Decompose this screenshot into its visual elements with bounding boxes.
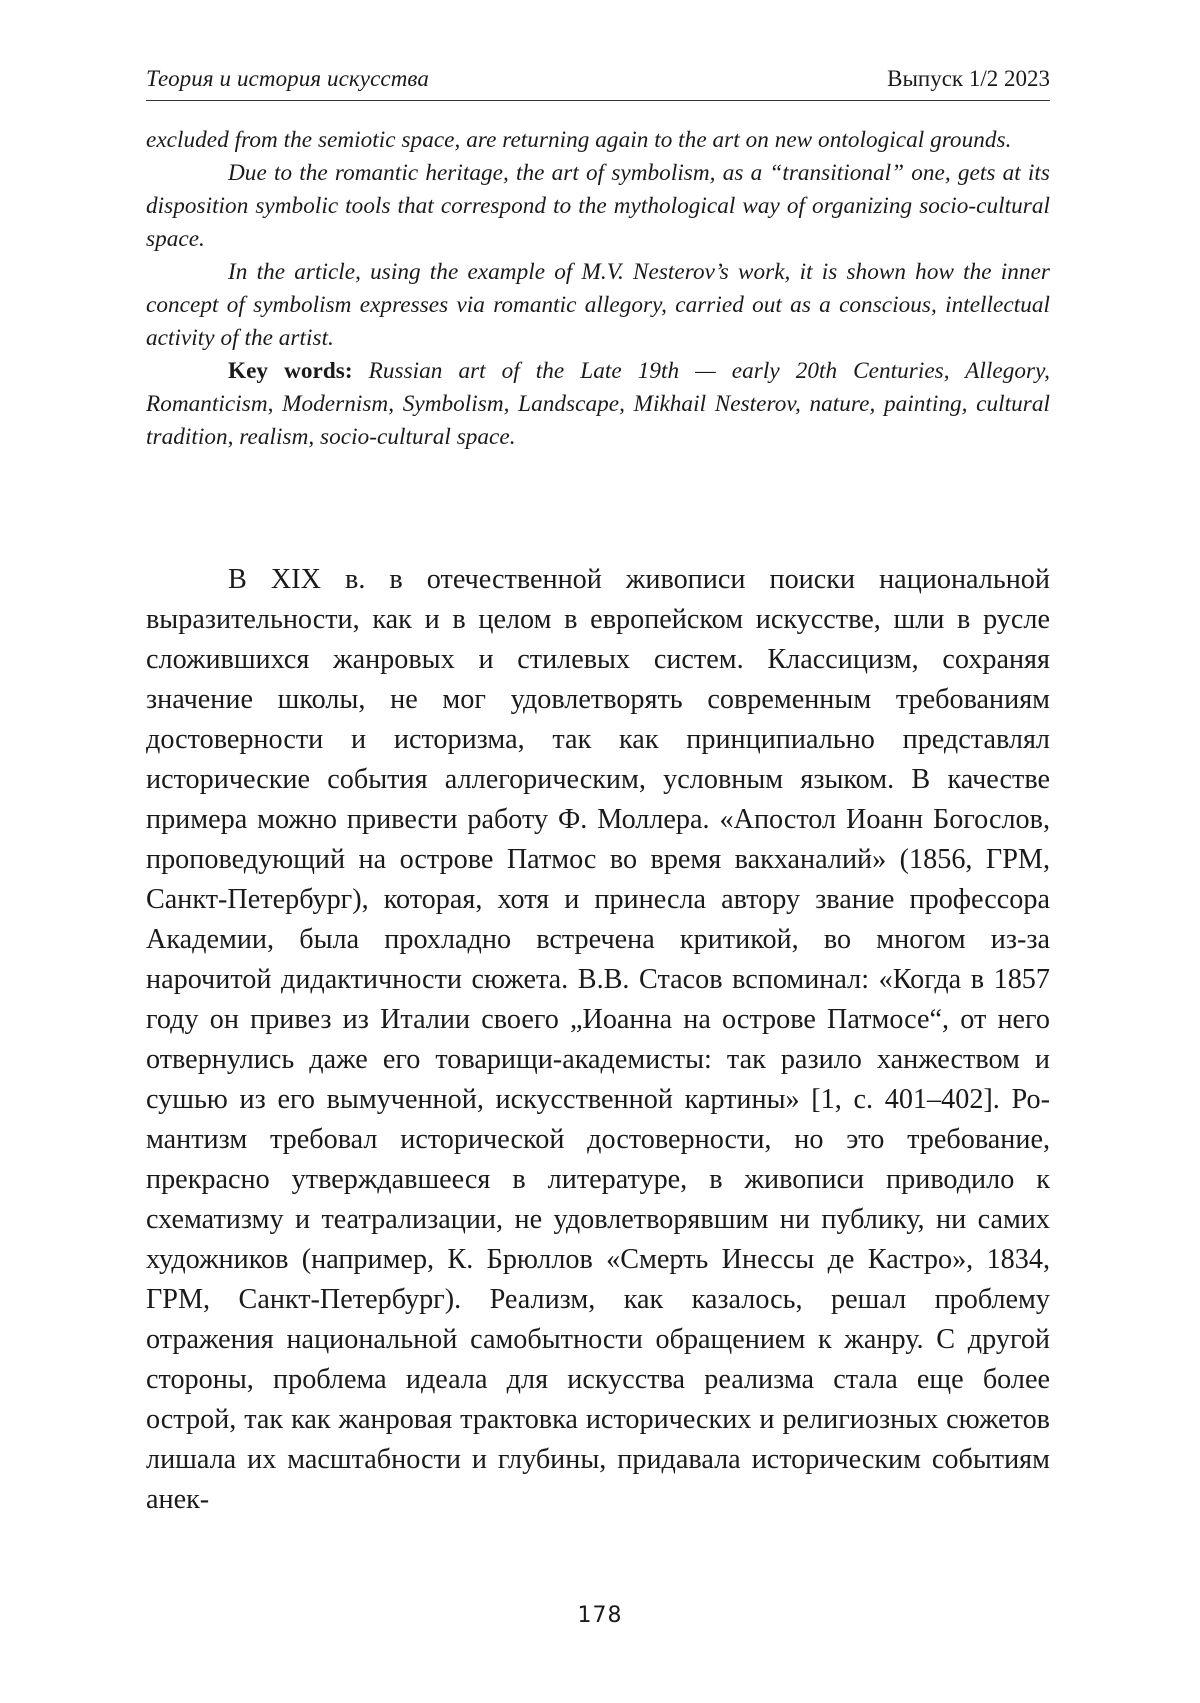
abstract-paragraph: Due to the romantic heritage, the art of symbolism, as a “transitional” one, gets at its disposition symbolic tools that correspond to the mythological way of organizing socio-cultural space. — [146, 160, 1050, 252]
page-number: 178 — [577, 1603, 623, 1628]
abstract-paragraph: In the article, using the example of M.V. Nesterov’s work, it is shown how the inner concept of symbolism expresses via romantic allegory, carried out as a conscious, intellectual activity of the artist. — [146, 259, 1050, 351]
keywords — [146, 355, 1050, 454]
keywords-label: Key words: — [228, 358, 353, 384]
keywords-list: Russian art of the Late 19th — early 20th Centuries, Allegory, Romanticism, Modernism, Symbolism, Landscape, Mikhail Nesterov, nature, painting, cultural tradition, realism, socio-cultural space. — [146, 358, 1050, 450]
running-header — [146, 66, 1050, 101]
english-abstract — [146, 124, 1050, 454]
issue-label: Выпуск 1/2 2023 — [887, 66, 1050, 91]
main-text — [146, 560, 1050, 1520]
journal-title: Теория и история искусства — [146, 66, 429, 91]
body-paragraph: В XIX в. в отечественной живописи поиски национальной выразительности, как и в целом в европейском искусстве, шли в русле сложившихся жанровых и стилевых систем. Классицизм, сохраняя значение школы, не мог удовлетворять современным требованиям достоверности и историзма, так как принципиально представлял исторические события аллегорическим, условным языком. В качестве примера можно привести работу Ф. Моллера. «Апостол Иоанн Богослов, проповедующий на острове Патмос во время вакханалий» (1856, ГРМ, Санкт-Петербург), которая, хотя и принесла автору звание профессора Академии, была прохладно встречена критикой, во многом из-за нарочитой дидактичности сюжета. В.В. Стасов вспоминал: «Когда в 1857 году он привез из Италии своего „Иоанна на острове Патмосе“, от него отвернулись даже его товарищи-академисты: так разило ханжеством и сушью из его вымученной, искусственной картины» [1, с. 401–402]. Романтизм требовал исторической достоверности, но это требование, прекрасно утверждавшееся в литературе, в живописи приводило к схематизму и театрализации, не удовлетворявшим ни публику, ни самих художников (например, К. Брюллов «Смерть Инессы де Кастро», 1834, ГРМ, Санкт-Петербург). Реализм, как казалось, решал проблему отражения национальной самобытности обращением к жанру. С другой стороны, проблема идеала для искусства реализма стала еще более острой, так как жанровая трактовка исторических и религиозных сюжетов лишала их масштабности и глубины, придавала историческим событиям анек- — [146, 564, 1050, 1515]
abstract-paragraph: excluded from the semiotic space, are returning again to the art on new ontological grounds. — [146, 127, 1012, 153]
